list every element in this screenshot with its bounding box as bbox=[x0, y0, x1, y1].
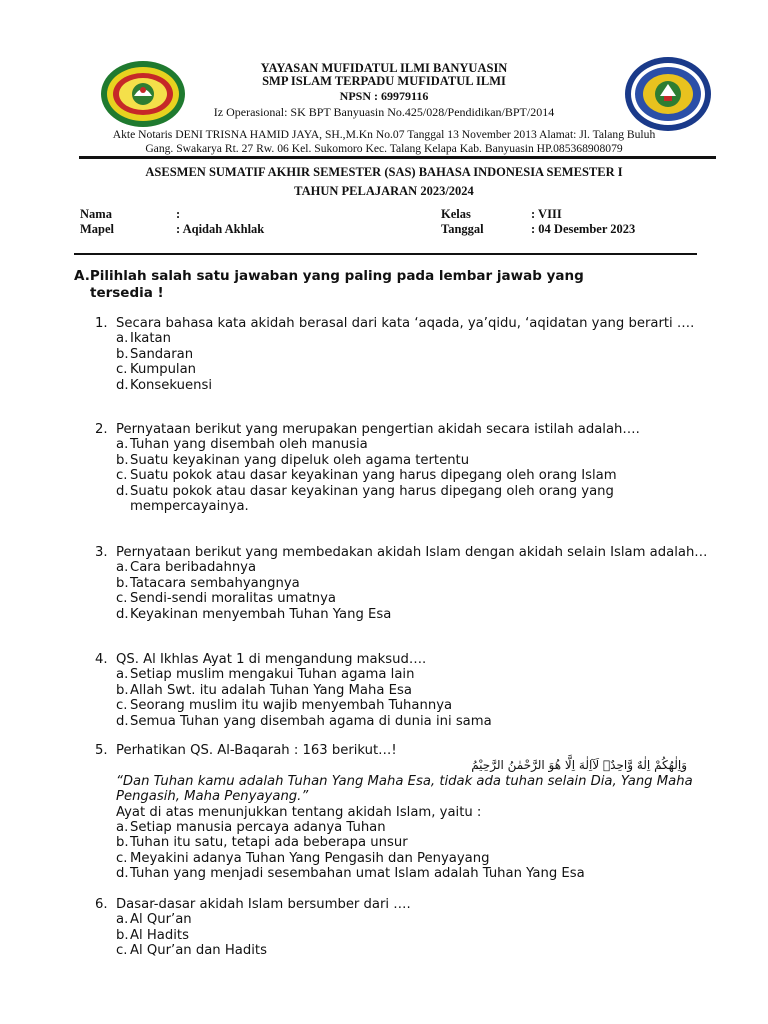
tanggal-label: Tanggal bbox=[441, 222, 484, 236]
question-1 bbox=[95, 316, 715, 393]
option-c[interactable]: c. Al Qur’an dan Hadits bbox=[116, 943, 267, 959]
question-stem: QS. Al Ikhlas Ayat 1 di mengandung maksud…. bbox=[116, 652, 427, 667]
question-followup: Ayat di atas menunjukkan tentang akidah Islam, yaitu : bbox=[116, 804, 482, 820]
option-d[interactable]: d.Konsekuensi bbox=[116, 377, 212, 393]
option-c[interactable]: c. Meyakini adanya Tuhan Yang Pengasih dan Penyayang bbox=[116, 850, 490, 866]
operational-permit: Iz Operasional: SK BPT Banyuasin No.425/028/Pendidikan/BPT/2014 bbox=[213, 105, 555, 119]
mapel-value: : Aqidah Akhlak bbox=[176, 222, 265, 236]
npsn-number: NPSN : 69979116 bbox=[339, 89, 429, 103]
question-number: 3. bbox=[95, 545, 108, 560]
question-3 bbox=[95, 545, 715, 622]
option-a[interactable]: a. Setiap muslim mengakui Tuhan agama lain bbox=[116, 667, 415, 683]
question-stem: Perhatikan QS. Al-Baqarah : 163 berikut…! bbox=[116, 743, 397, 758]
question-6 bbox=[95, 897, 715, 959]
foundation-name: YAYASAN MUFIDATUL ILMI BANYUASIN bbox=[260, 61, 508, 75]
option-c[interactable]: c. Kumpulan bbox=[116, 362, 197, 378]
question-number: 4. bbox=[95, 652, 108, 667]
address-line-2: Gang. Swakarya Rt. 27 Rw. 06 Kel. Sukomoro Kec. Talang Kelapa Kab. Banyuasin HP.085368908079 bbox=[145, 142, 623, 155]
school-name: SMP ISLAM TERPADU MUFIDATUL ILMI bbox=[262, 74, 506, 88]
section-a-heading-line-1: A.Pilihlah salah satu jawaban yang paling pada lembar jawab yang bbox=[74, 268, 584, 284]
kelas-value: : VIII bbox=[531, 207, 562, 221]
option-a[interactable]: a. Tuhan yang disembah oleh manusia bbox=[116, 437, 368, 453]
option-b[interactable]: b.Suatu keyakinan yang dipeluk oleh agama tertentu bbox=[116, 452, 470, 468]
option-c[interactable]: c. Suatu pokok atau dasar keyakinan yang harus dipegang oleh orang Islam bbox=[116, 468, 617, 484]
identity-divider bbox=[74, 253, 697, 255]
option-c[interactable]: c. Seorang muslim itu wajib menyembah Tuhannya bbox=[116, 698, 453, 714]
question-stem: Secara bahasa kata akidah berasal dari kata ‘aqada, ya’qidu, ‘aqidatan yang berarti …. bbox=[116, 316, 695, 331]
quran-verse-arabic: وَاِلٰهُكُمْ اِلٰهٌ وَّاحِدٌۚ لَآاِلٰهَ اِلَّا هُوَ الرَّحْمٰنُ الرَّحِيْمُ bbox=[471, 758, 687, 773]
question-5 bbox=[95, 743, 715, 882]
question-stem: Pernyataan berikut yang membedakan akidah Islam dengan akidah selain Islam adalah… bbox=[116, 545, 708, 560]
nama-label: Nama bbox=[80, 207, 112, 221]
option-d[interactable]: d.Suatu pokok atau dasar keyakinan yang harus dipegang oleh orang yang mempercayainya. bbox=[116, 483, 614, 515]
option-a[interactable]: a. Cara beribadahnya bbox=[116, 560, 257, 576]
option-b[interactable]: b.Allah Swt. itu adalah Tuhan Yang Maha Esa bbox=[116, 682, 412, 698]
nama-field[interactable]: : bbox=[176, 207, 181, 221]
option-d[interactable]: d.Tuhan yang menjadi sesembahan umat Islam adalah Tuhan Yang Esa bbox=[116, 866, 585, 882]
exam-title: ASESMEN SUMATIF AKHIR SEMESTER (SAS) BAHASA INDONESIA SEMESTER I bbox=[145, 165, 623, 179]
address-line-1: Akte Notaris DENI TRISNA HAMID JAYA, SH.,M.Kn No.07 Tanggal 13 November 2013 Alamat: Jl. Talang Buluh bbox=[112, 128, 656, 141]
kelas-label: Kelas bbox=[441, 207, 471, 221]
question-4 bbox=[95, 652, 715, 729]
option-b[interactable]: b.Al Hadits bbox=[116, 927, 189, 943]
tanggal-value: : 04 Desember 2023 bbox=[531, 222, 636, 236]
option-b[interactable]: b.Sandaran bbox=[116, 346, 194, 362]
option-d[interactable]: d.Keyakinan menyembah Tuhan Yang Esa bbox=[116, 606, 392, 622]
option-d[interactable]: d.Semua Tuhan yang disembah agama di dunia ini sama bbox=[116, 713, 492, 729]
option-b[interactable]: b.Tatacara sembahyangnya bbox=[116, 575, 300, 591]
letterhead-divider-thick bbox=[79, 156, 716, 159]
option-b[interactable]: b.Tuhan itu satu, tetapi ada beberapa unsur bbox=[116, 835, 408, 851]
question-stem: Pernyataan berikut yang merupakan pengertian akidah secara istilah adalah…. bbox=[116, 422, 640, 437]
option-a[interactable]: a. Setiap manusia percaya adanya Tuhan bbox=[116, 820, 386, 836]
option-a[interactable]: a. Ikatan bbox=[116, 331, 171, 347]
question-number: 6. bbox=[95, 897, 108, 912]
question-2 bbox=[95, 422, 715, 514]
verse-translation: “Dan Tuhan kamu adalah Tuhan Yang Maha Esa, tidak ada tuhan selain Dia, Yang Maha Pengasih, Maha Penyayang.” bbox=[116, 773, 693, 805]
question-number: 5. bbox=[95, 743, 108, 758]
question-stem: Dasar-dasar akidah Islam bersumber dari …. bbox=[116, 897, 411, 912]
academic-year: TAHUN PELAJARAN 2023/2024 bbox=[294, 184, 474, 198]
mapel-label: Mapel bbox=[80, 222, 115, 236]
question-number: 2. bbox=[95, 422, 108, 437]
option-c[interactable]: c. Sendi-sendi moralitas umatnya bbox=[116, 591, 336, 607]
section-a-heading-line-2: tersedia ! bbox=[90, 285, 164, 301]
option-a[interactable]: a. Al Qur’an bbox=[116, 912, 192, 928]
section-a-heading bbox=[74, 268, 714, 302]
question-number: 1. bbox=[95, 316, 108, 331]
